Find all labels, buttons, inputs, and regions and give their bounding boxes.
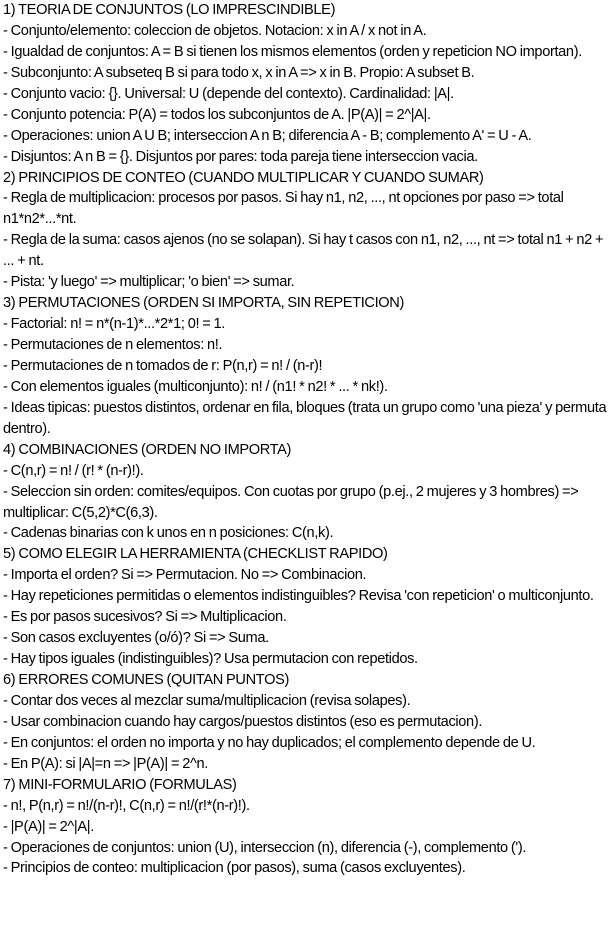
text-line: - Contar dos veces al mezclar suma/multiplicacion (revisa solapes). (3, 692, 411, 709)
text-line: - Pista: 'y luego' => multiplicar; 'o bien' => sumar. (3, 274, 295, 291)
section-heading-2: 2) PRINCIPIOS DE CONTEO (CUANDO MULTIPLICAR Y CUANDO SUMAR) (3, 169, 484, 186)
text-line: - Seleccion sin orden: comites/equipos. Con cuotas por grupo (p.ej., 2 mujeres y 3 hombres) => multiplicar: C(5,2)*C(6,3). (3, 483, 582, 521)
text-line: - Regla de la suma: casos ajenos (no se solapan). Si hay t casos con n1, n2, ..., nt => total n1 + n2 + ... + nt. (3, 232, 607, 270)
text-line: - Conjunto potencia: P(A) = todos los subconjuntos de A. |P(A)| = 2^|A|. (3, 106, 431, 123)
text-line: - Importa el orden? Si => Permutacion. No => Combinacion. (3, 567, 367, 584)
text-line: - En conjuntos: el orden no importa y no hay duplicados; el complemento depende de U. (3, 734, 536, 751)
text-line: - Permutaciones de n elementos: n!. (3, 337, 223, 353)
text-line: - Son casos excluyentes (o/ó)? Si => Suma. (3, 630, 269, 647)
text-line: - En P(A): si |A|=n => |P(A)| = 2^n. (3, 755, 208, 772)
section-heading-3: 3) PERMUTACIONES (ORDEN SI IMPORTA, SIN REPETICION) (3, 295, 404, 312)
text-line: - Hay repeticiones permitidas o elementos indistinguibles? Revisa 'con repeticion' o multiconjunto. (3, 588, 594, 605)
text-line: - Con elementos iguales (multiconjunto): n! / (n1! * n2! * ... * nk!). (3, 378, 388, 395)
text-line: - Factorial: n! = n*(n-1)*...*2*1; 0! = 1. (3, 316, 226, 333)
text-line: - Usar combinacion cuando hay cargos/puestos distintos (eso es permutacion). (3, 713, 483, 730)
text-line: - Cadenas binarias con k unos en n posiciones: C(n,k). (3, 525, 334, 542)
section-heading-1: 1) TEORIA DE CONJUNTOS (LO IMPRESCINDIBLE) (3, 2, 336, 18)
text-line: - Conjunto vacio: {}. Universal: U (depende del contexto). Cardinalidad: |A|. (3, 85, 454, 102)
text-line: - Permutaciones de n tomados de r: P(n,r) = n! / (n-r)! (3, 357, 323, 374)
section-heading-4: 4) COMBINACIONES (ORDEN NO IMPORTA) (3, 441, 292, 458)
text-line: - Hay tipos iguales (indistinguibles)? Usa permutacion con repetidos. (3, 651, 418, 668)
text-line: - C(n,r) = n! / (r! * (n-r)!). (3, 462, 144, 479)
text-line: - Disjuntos: A n B = {}. Disjuntos por pares: toda pareja tiene interseccion vacia. (3, 148, 478, 165)
text-line: - n!, P(n,r) = n!/(n-r)!, C(n,r) = n!/(r!*(n-r)!). (3, 797, 250, 814)
section-heading-7: 7) MINI-FORMULARIO (FORMULAS) (3, 776, 237, 793)
text-line: - |P(A)| = 2^|A|. (3, 818, 94, 835)
section-heading-5: 5) COMO ELEGIR LA HERRAMIENTA (CHECKLIST RAPIDO) (3, 546, 388, 563)
section-heading-6: 6) ERRORES COMUNES (QUITAN PUNTOS) (3, 672, 289, 688)
text-line: - Igualdad de conjuntos: A = B si tienen los mismos elementos (orden y repeticion NO importan). (3, 43, 582, 60)
text-line: - Regla de multiplicacion: procesos por pasos. Si hay n1, n2, ..., nt opciones por paso => total n1*n2*...*nt. (3, 190, 567, 228)
text-line: - Es por pasos sucesivos? Si => Multiplicacion. (3, 609, 287, 626)
text-line: - Subconjunto: A subseteq B si para todo x, x in A => x in B. Propio: A subset B. (3, 64, 475, 81)
text-line: - Operaciones: union A U B; interseccion A n B; diferencia A - B; complemento A' = U - A. (3, 127, 532, 144)
text-line: - Conjunto/elemento: coleccion de objetos. Notacion: x in A / x not in A. (3, 22, 427, 39)
text-line: - Ideas tipicas: puestos distintos, ordenar en fila, bloques (trata un grupo como 'una pieza' y permuta dentro). (3, 399, 610, 437)
text-line: - Principios de conteo: multiplicacion (por pasos), suma (casos excluyentes). (3, 860, 466, 877)
text-line: - Operaciones de conjuntos: union (U), interseccion (n), diferencia (-), complemento ('). (3, 839, 527, 856)
